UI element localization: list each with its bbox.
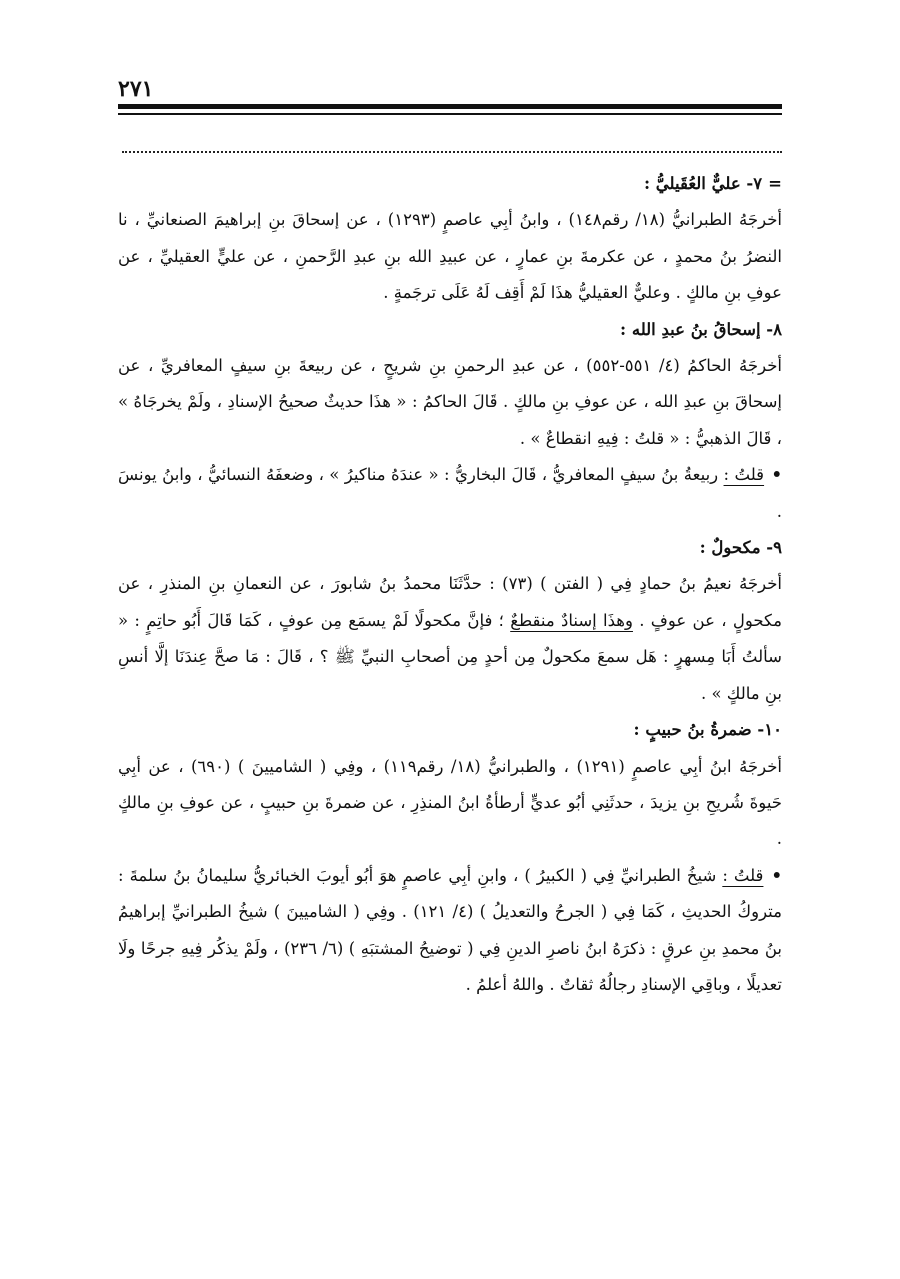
- bullet-icon: •: [771, 465, 783, 485]
- paragraph: أخرجَهُ الحاكمُ (٤/ ٥٥١-٥٥٢) ، عن عبدِ الرحمنِ بنِ شريحٍ ، عن ربيعةَ بنِ سيفٍ المعافريِّ ، عن إسحاقَ بنِ عبدِ الله ، عن عوفِ بنِ مالكٍ . قَالَ الحاكمُ : « هذَا حديثٌ صحيحُ الإسنادِ ، ولَمْ يخرجَاهُ » ، قَالَ الذهبيُّ : « قلتُ : فِيهِ انقطاعٌ » .: [118, 356, 782, 448]
- note-lead: قلتُ :: [723, 465, 765, 485]
- header-rule-thick: [118, 104, 782, 109]
- paragraph: أخرجَهُ الطبرانيُّ (١٨/ رقم١٤٨) ، وابنُ أبِي عاصمٍ (١٢٩٣) ، عن إسحاقَ بنِ إبراهيمَ الصنعانيِّ ، نا النضرُ بنُ محمدٍ ، عن عكرمةَ بنِ عمارٍ ، عن عبيدِ الله بنِ عبدِ الرَّحمنِ ، عن عليٍّ العقيليِّ ، عن عوفِ بنِ مالكٍ . وعليٌّ العقيليُّ هذَا لَمْ أَقِف لَهُ عَلَى ترجَمةٍ .: [118, 210, 782, 303]
- note-paragraph: [118, 457, 782, 530]
- section-heading: [118, 166, 782, 202]
- underlined-phrase: وهذَا إسنادٌ منقطعٌ: [510, 610, 633, 630]
- note-text: ربيعةُ بنُ سيفٍ المعافريُّ ، قَالَ البخاريُّ : « عندَهُ مناكيرُ » ، وضعفَهُ النسائيُّ ، وابنُ يونسَ .: [118, 465, 782, 521]
- paragraph: [118, 566, 782, 712]
- paragraph: أخرجَهُ ابنُ أبِي عاصمٍ (١٢٩١) ، والطبرانيُّ (١٨/ رقم١١٩) ، وفِي ( الشاميينَ ) (٦٩٠) ، عن أبِي حَيوةَ شُريحِ بنِ يزيدَ ، حدثَنِي أبُو عديٍّ أرطأةُ ابنُ المنذِرِ ، عن ضمرةَ بنِ حبيبٍ ، عن عوفِ بنِ مالكٍ .: [118, 756, 783, 849]
- page-number: ٢٧١: [118, 76, 154, 102]
- section-heading: ١٠- ضمرةُ بنُ حبيبٍ :: [633, 720, 782, 740]
- section-heading: ٩- مكحولٌ :: [699, 538, 782, 558]
- note-text: شيخُ الطبرانيِّ فِي ( الكبيرُ ) ، وابنِ أبِي عاصمٍ هوَ أبُو أيوبَ الخبائريُّ سليمانُ بنُ سلمةَ : متروكُ الحديثِ ، كَمَا فِي ( الجرحُ والتعديلُ ) (٤/ ١٢١) . وفِي ( الشاميينَ ) شيخُ الطبرانيِّ إبراهيمُ بنُ محمدِ بنِ عرقٍ : ذكرَهُ ابنُ ناصرِ الدينِ فِي ( توضيحُ المشتبَهِ ) (٦/ ٢٣٦) ، ولَمْ يذكُر فِيهِ جرحًا ولَا تعديلًا ، وباقِي الإسنادِ رجالُهُ ثقاتٌ . واللهُ أعلمُ .: [118, 865, 782, 994]
- section-heading-text: ٧- عليٌّ العُقَيليُّ :: [643, 174, 763, 193]
- continuation-marker: =: [768, 174, 782, 193]
- header-rule-thin: [118, 113, 782, 115]
- note-lead: قلتُ :: [722, 865, 764, 885]
- note-paragraph: [118, 858, 782, 1004]
- paragraph-text-after: ؛ فإنَّ مكحولًا لَمْ يسمَع مِن عوفٍ ، كَمَا قَالَ أَبُو حاتِمٍ : « سألتُ أَبَا مِسهرٍ : هَل سمعَ مكحولٌ مِن أحدٍ مِن أصحابِ النبيِّ ﷺ ؟ ، قَالَ : مَا صحَّ عِندَنَا إلَّا أنسِ بنِ مالكٍ » .: [118, 610, 782, 703]
- page-body: [118, 166, 782, 1003]
- paragraph-text-before: أخرجَهُ نعيمُ بنُ حمادٍ فِي ( الفتن ) (٧٣) : حدَّثَنَا محمدُ بنُ شابورَ ، عن النعمانِ بنِ المنذرِ ، عن مكحولٍ ، عن عوفٍ .: [118, 574, 783, 630]
- section-heading: ٨- إسحاقُ بنُ عبدِ الله :: [620, 319, 782, 339]
- bullet-icon: •: [771, 865, 782, 885]
- dotted-separator: [122, 151, 782, 153]
